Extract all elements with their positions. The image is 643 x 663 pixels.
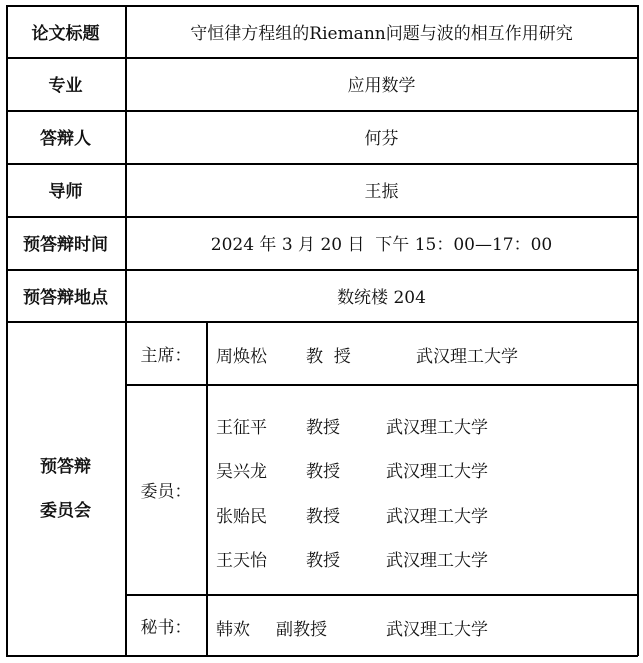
row-label-location: 预答辩地点 (23, 288, 108, 308)
secretary-name: 韩欢 (216, 620, 250, 640)
member-title: 教授 (306, 551, 340, 571)
member-title: 教授 (306, 507, 340, 527)
members-role: 委员： (140, 482, 192, 502)
secretary-entry (216, 615, 488, 640)
member-org: 武汉理工大学 (386, 462, 488, 482)
row-value-major: 应用数学 (347, 76, 416, 96)
member-name: 王天怡 (216, 551, 267, 571)
member-name: 张贻民 (216, 507, 267, 527)
row-label-time: 预答辩时间 (23, 235, 108, 255)
member-title: 教授 (306, 418, 340, 438)
row-value-advisor: 王振 (364, 182, 399, 202)
chair-name: 周焕松 (216, 347, 267, 367)
member-name: 吴兴龙 (216, 462, 267, 482)
member-entry (216, 457, 488, 482)
member-name: 王征平 (216, 418, 267, 438)
committee-label (6, 321, 125, 656)
member-org: 武汉理工大学 (386, 418, 488, 438)
committee-label-line1: 预答辩 (40, 456, 91, 477)
chair-title: 教 授 (306, 347, 351, 367)
member-org: 武汉理工大学 (386, 551, 488, 571)
secretary-title: 副教授 (276, 620, 327, 640)
defense-info-table (6, 5, 638, 656)
member-title: 教授 (306, 462, 340, 482)
row-label-title: 论文标题 (31, 24, 100, 44)
committee-label-line2: 委员会 (40, 500, 91, 521)
member-entry (216, 502, 488, 527)
member-entry (216, 413, 488, 438)
secretary-role: 秘书： (140, 617, 192, 638)
secretary-org: 武汉理工大学 (386, 620, 488, 640)
row-value-time: 2024 年 3 月 20 日 下午 15：00—17：00 (210, 235, 553, 255)
row-label-advisor: 导师 (48, 182, 83, 202)
chair-role: 主席： (140, 345, 192, 366)
row-value-location: 数统楼 204 (337, 288, 426, 308)
member-org: 武汉理工大学 (386, 507, 488, 527)
chair-entry (216, 342, 518, 367)
row-value-candidate: 何芬 (364, 129, 399, 149)
row-label-major: 专业 (48, 76, 83, 96)
member-entry (216, 546, 488, 571)
row-label-candidate: 答辩人 (40, 129, 91, 149)
chair-org: 武汉理工大学 (416, 347, 518, 367)
row-value-title: 守恒律方程组的Riemann问题与波的相互作用研究 (190, 24, 573, 44)
